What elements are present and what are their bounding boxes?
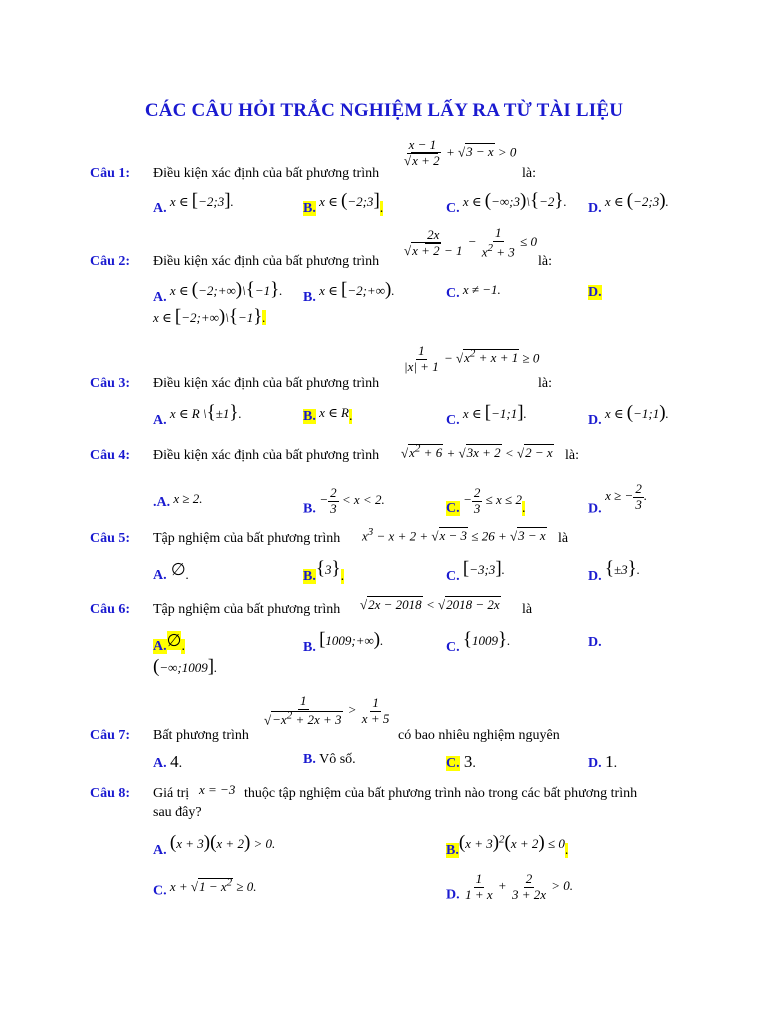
option-a[interactable]: A. ∅. [153, 560, 189, 583]
question-formula: $\frac{1}{√-x^2 + 2x + 3}$ > $\frac{1}{x + 5}$ [264, 693, 390, 728]
question-8 [90, 786, 130, 802]
question-text: Bất phương trình [153, 728, 249, 743]
option-c[interactable]: C. [−3;3]. [446, 558, 505, 584]
question-formula: $\frac{1}{|x| + 1}$ − $√x^2 + x + 1 \ge 0$ [404, 343, 540, 374]
option-c[interactable]: C. $x + √1 - x^2 \ge 0$. [153, 877, 257, 899]
question-text-2: thuộc tập nghiệm của bất phương trình nào trong các bất phương trình [244, 786, 638, 801]
question-text: Điều kiện xác định của bất phương trình [153, 448, 380, 463]
question-label: Câu 8: [90, 786, 131, 801]
question-tail: là: [522, 166, 536, 181]
question-label: Câu 7: [90, 728, 131, 743]
option-b[interactable]: B. x ∈ [−2;+∞). [303, 279, 395, 305]
option-a[interactable]: A. x ∈ [−2;3]. [153, 190, 234, 216]
question-formula: $\frac{2x}{√x + 2 - 1}$ − $\frac{1}{x^2 + 3}$ ≤ 0 [404, 225, 537, 260]
question-7 [90, 728, 130, 744]
option-d[interactable]: D. [588, 285, 602, 300]
question-formula: x = −3 [199, 782, 236, 797]
option-d-value: x ∈ [−2;+∞)\{−1}. [153, 306, 266, 327]
question-label: Câu 1: [90, 166, 131, 181]
question-4 [90, 448, 130, 464]
option-d-value: (−∞;1009]. [153, 656, 218, 677]
question-label: Câu 5: [90, 531, 131, 546]
option-c[interactable]: C. x ≠ −1. [446, 282, 501, 301]
option-c[interactable]: C. {1009}. [446, 629, 511, 655]
option-a[interactable]: A. x ∈ R \{±1}. [153, 402, 242, 428]
option-a[interactable]: A.∅. [153, 631, 185, 654]
question-text: Điều kiện xác định của bất phương trình [153, 376, 380, 391]
question-5 [90, 531, 130, 547]
question-formula: √2x − 2018 < √2018 − 2x [360, 597, 500, 612]
question-1 [90, 166, 130, 182]
question-3 [90, 376, 130, 392]
question-text: Tập nghiệm của bất phương trình [153, 531, 341, 546]
question-6 [90, 602, 130, 618]
option-c[interactable]: C. x ∈ [−1;1]. [446, 402, 527, 428]
option-c[interactable]: C. x ∈ (−∞;3)\{−2}. [446, 190, 567, 216]
page-title: CÁC CÂU HỎI TRẮC NGHIỆM LẤY RA TỪ TÀI LIỆU [144, 100, 624, 121]
option-b[interactable]: $B.(x + 3)^2(x + 2) \le 0$. [446, 832, 569, 858]
option-d[interactable]: D. x ∈ (−1;1). [588, 402, 669, 428]
question-formula: $√x^2 + 6 + √3x + 2 < √2 - x$ [401, 443, 553, 461]
option-b[interactable]: B. x ∈ (−2;3]. [303, 190, 384, 216]
option-b[interactable]: B.{3}. [303, 558, 345, 584]
question-label: Câu 6: [90, 602, 131, 617]
question-text: Giá trị [153, 786, 190, 801]
option-b[interactable]: B. − $\frac{2}{3}$ < x < 2. [303, 485, 385, 517]
option-b[interactable]: B. x ∈ R. [303, 405, 353, 424]
option-d[interactable]: D. {±3}. [588, 558, 641, 584]
question-tail: có bao nhiêu nghiệm nguyên [398, 728, 560, 743]
question-label: Câu 2: [90, 254, 131, 269]
option-d[interactable]: D. $\frac{1}{1 + x}$ + $\frac{2}{3 + 2x}$ > 0. [446, 871, 574, 903]
question-tail: là: [538, 254, 552, 269]
question-tail: là [522, 602, 533, 617]
question-formula: $\frac{x - 1}{√x + 2}$ + √3 − x > 0 [404, 137, 517, 168]
question-text-3: sau đây? [153, 805, 202, 820]
option-d[interactable]: D. x ∈ (−2;3). [588, 190, 669, 216]
option-a[interactable]: A. 4. [153, 752, 183, 771]
option-b[interactable]: B. [1009;+∞). [303, 629, 384, 655]
option-a[interactable]: A. x ∈ (−2;+∞)\{−1}. [153, 279, 283, 305]
question-tail: là [558, 531, 569, 546]
question-tail: là: [565, 448, 579, 463]
question-label: Câu 3: [90, 376, 131, 391]
option-d[interactable]: D. 1. [588, 752, 618, 771]
question-label: Câu 4: [90, 448, 131, 463]
option-a[interactable]: .A. x ≥ 2. [153, 491, 203, 510]
question-text: Điều kiện xác định của bất phương trình [153, 166, 380, 181]
question-text: Tập nghiệm của bất phương trình [153, 602, 341, 617]
option-a[interactable]: A. (x + 3)(x + 2) > 0. [153, 832, 276, 858]
option-d[interactable]: D. x ≥ − $\frac{2}{3}$ . [588, 481, 648, 517]
question-text: Điều kiện xác định của bất phương trình [153, 254, 380, 269]
question-tail: là: [538, 376, 552, 391]
question-2 [90, 254, 130, 270]
option-b[interactable]: B. Vô số. [303, 752, 356, 767]
option-c[interactable]: C. − $\frac{2}{3}$ ≤ x ≤ 2. [446, 485, 526, 517]
question-formula: $x^3 - x + 2 + √x - 3 \le 26 + √3 - x$ [362, 526, 546, 544]
option-d[interactable]: D. [588, 635, 602, 650]
option-c[interactable]: C. 3. [446, 752, 476, 771]
